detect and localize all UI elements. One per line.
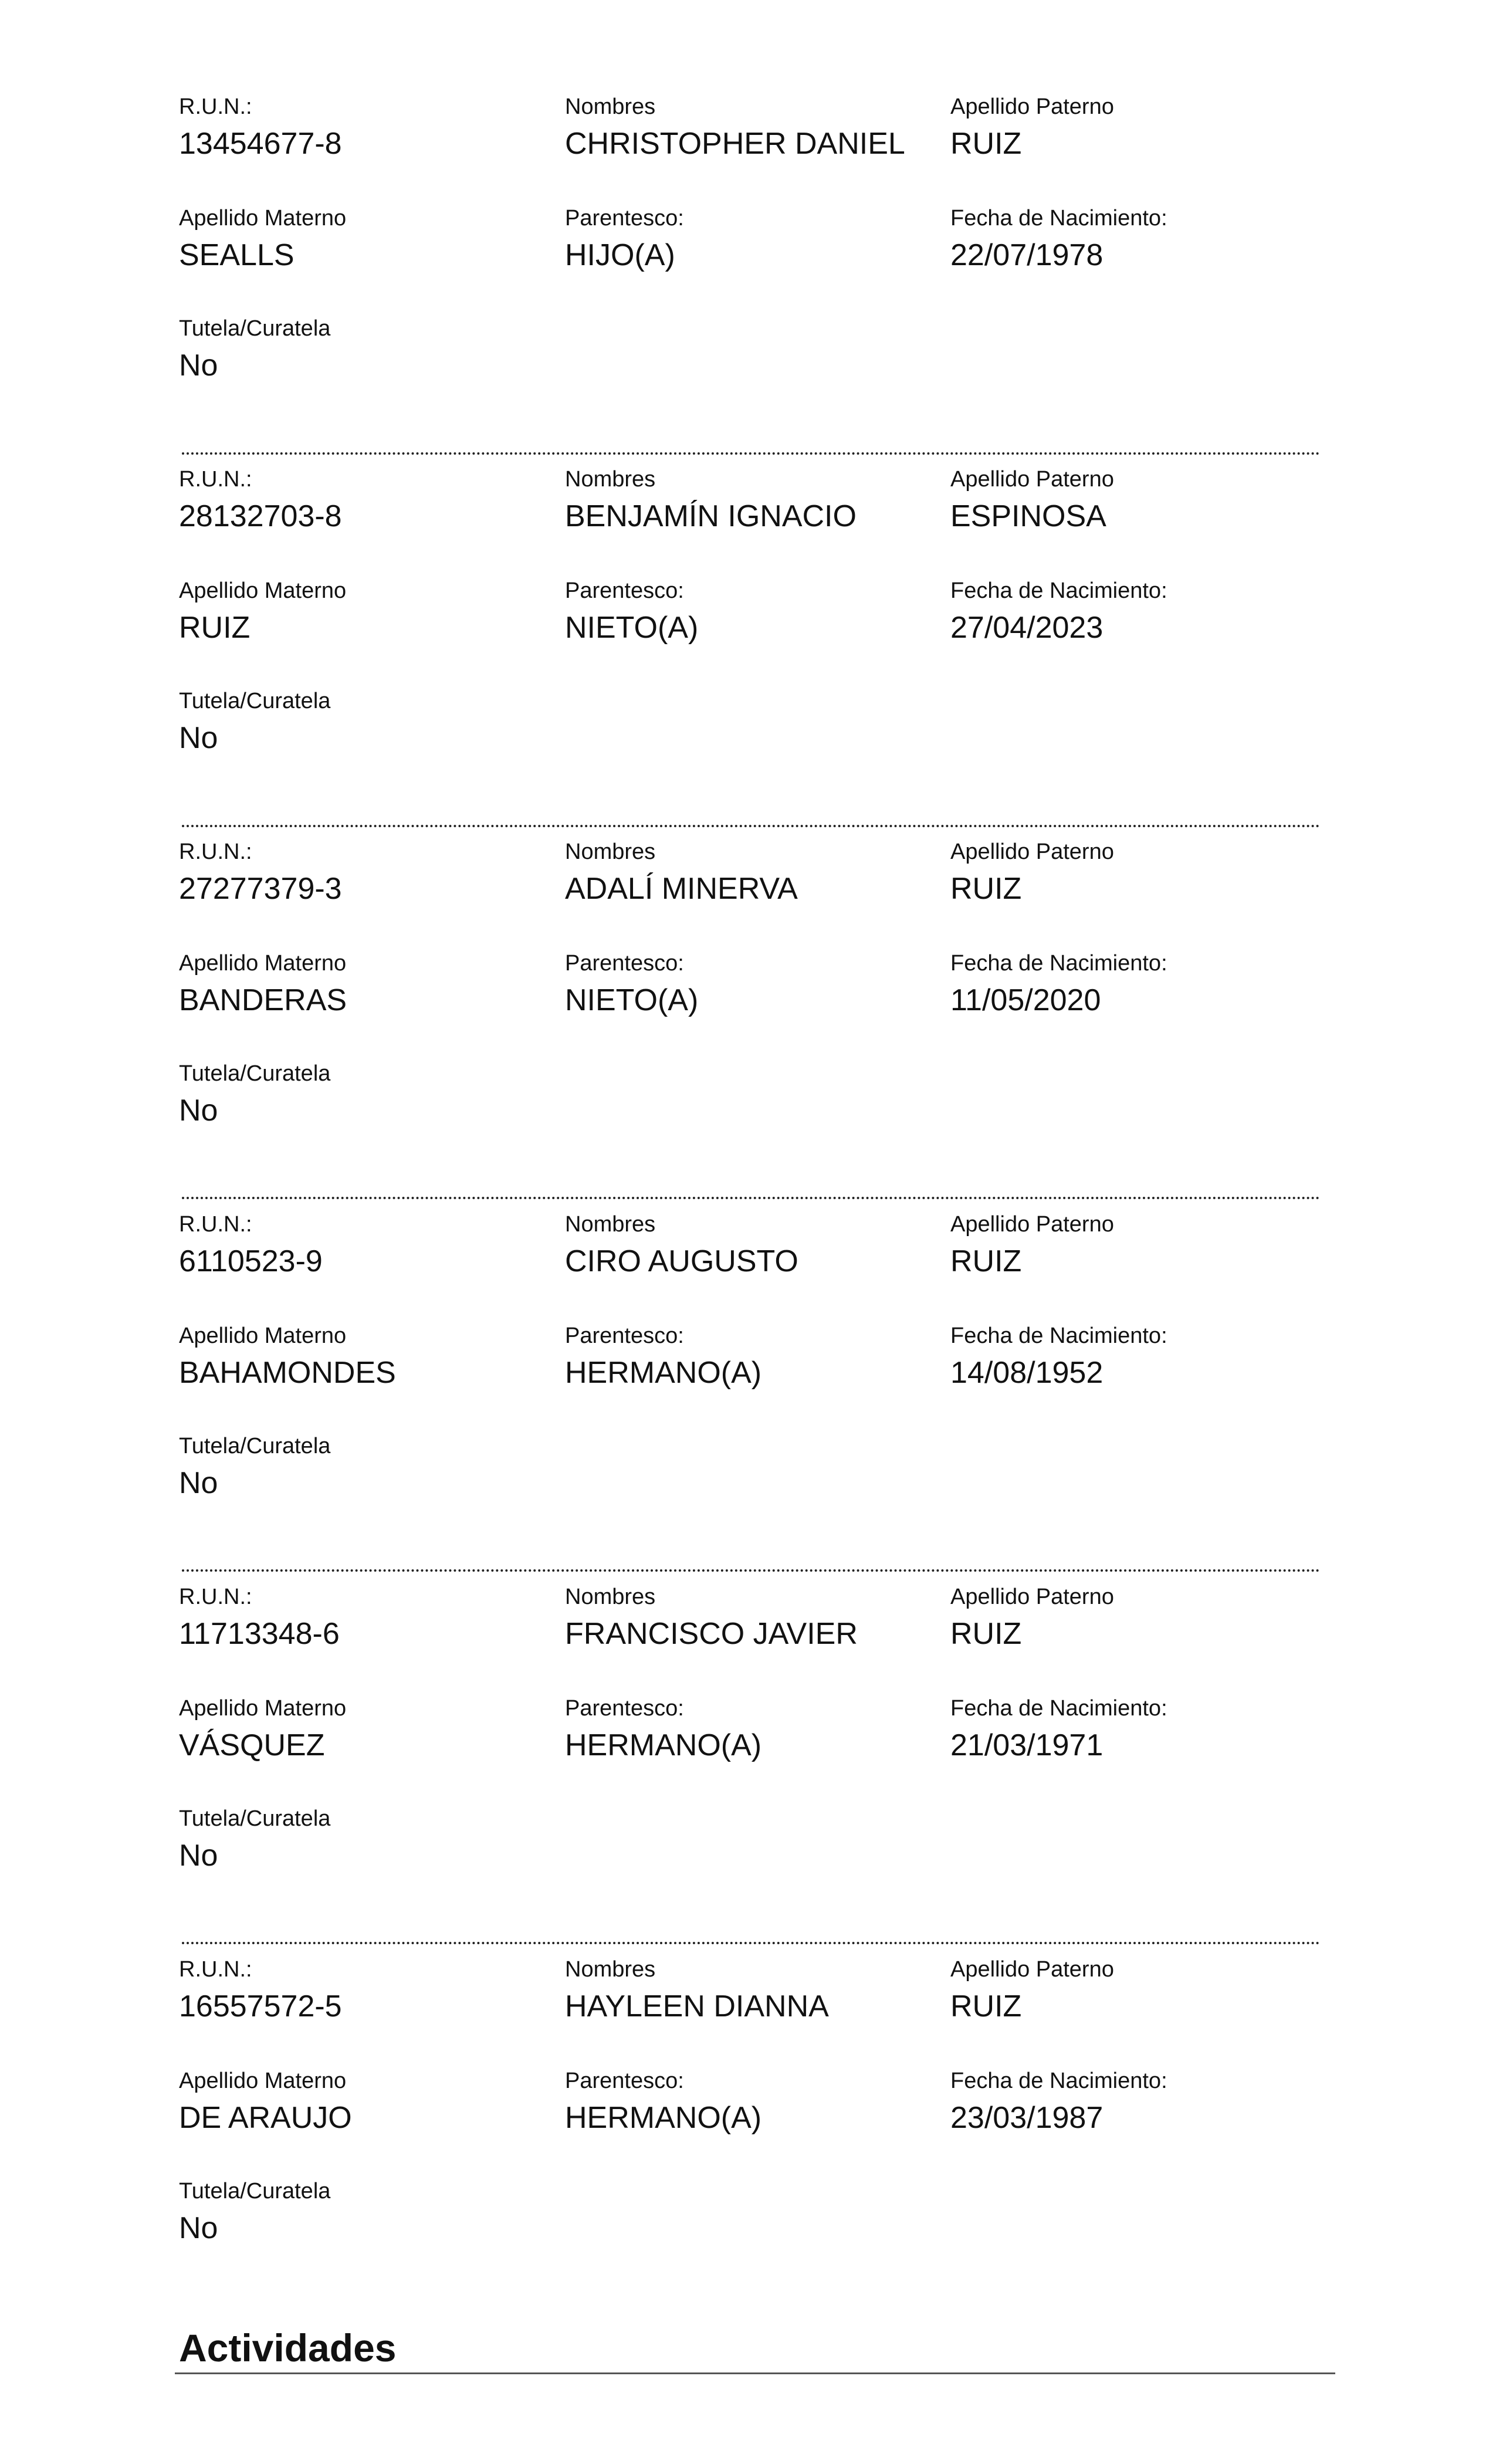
fecha-nacimiento-field — [950, 2068, 1326, 2136]
nombres-field — [565, 1957, 940, 2025]
tutela-value: No — [179, 1839, 218, 1873]
run-value: 27277379-3 — [179, 872, 342, 906]
tutela-field — [179, 1061, 554, 1129]
apellido-paterno-label: Apellido Paterno — [950, 1957, 1114, 1982]
nombres-field — [565, 94, 940, 162]
apellido-paterno-label: Apellido Paterno — [950, 840, 1114, 864]
run-field — [179, 466, 554, 534]
nombres-label: Nombres — [565, 467, 656, 492]
fecha-nacimiento-value: 14/08/1952 — [950, 1356, 1104, 1390]
parentesco-value: HERMANO(A) — [565, 1728, 762, 1762]
dotted-separator — [182, 1197, 1320, 1199]
apellido-materno-value: SEALLS — [179, 238, 295, 272]
run-value: 16557572-5 — [179, 1989, 342, 2023]
apellido-paterno-value: ESPINOSA — [950, 499, 1106, 533]
apellido-materno-field — [179, 1323, 554, 1391]
run-value: 13454677-8 — [179, 127, 342, 161]
parentesco-value: HIJO(A) — [565, 238, 675, 272]
fecha-nacimiento-label: Fecha de Nacimiento: — [950, 951, 1167, 976]
run-field — [179, 1957, 554, 2025]
apellido-paterno-value: RUIZ — [950, 872, 1022, 906]
tutela-value: No — [179, 1466, 218, 1500]
apellido-paterno-value: RUIZ — [950, 1244, 1022, 1278]
tutela-field — [179, 2178, 554, 2246]
tutela-field — [179, 316, 554, 384]
nombres-field — [565, 466, 940, 534]
apellido-paterno-field — [950, 1584, 1326, 1652]
run-field — [179, 94, 554, 162]
apellido-materno-label: Apellido Materno — [179, 1324, 347, 1348]
fecha-nacimiento-field — [950, 950, 1326, 1018]
run-label: R.U.N.: — [179, 1212, 252, 1237]
nombres-label: Nombres — [565, 1957, 656, 1982]
nombres-value: CHRISTOPHER DANIEL — [565, 127, 905, 161]
parentesco-label: Parentesco: — [565, 1324, 684, 1348]
dotted-separator — [182, 825, 1320, 827]
parentesco-label: Parentesco: — [565, 578, 684, 603]
fecha-nacimiento-value: 27/04/2023 — [950, 611, 1104, 645]
parentesco-label: Parentesco: — [565, 951, 684, 976]
apellido-paterno-value: RUIZ — [950, 1989, 1022, 2023]
apellido-paterno-label: Apellido Paterno — [950, 1585, 1114, 1609]
apellido-paterno-field — [950, 1957, 1326, 2025]
run-value: 6110523-9 — [179, 1244, 323, 1278]
apellido-materno-field — [179, 205, 554, 273]
tutela-value: No — [179, 1094, 218, 1128]
parentesco-field — [565, 578, 940, 646]
run-field — [179, 839, 554, 907]
fecha-nacimiento-value: 23/03/1987 — [950, 2101, 1104, 2135]
tutela-label: Tutela/Curatela — [179, 1434, 331, 1458]
apellido-paterno-label: Apellido Paterno — [950, 94, 1114, 119]
family-record — [179, 1584, 1329, 1913]
apellido-materno-label: Apellido Materno — [179, 2069, 347, 2093]
fecha-nacimiento-label: Fecha de Nacimiento: — [950, 206, 1167, 231]
apellido-materno-label: Apellido Materno — [179, 951, 347, 976]
fecha-nacimiento-label: Fecha de Nacimiento: — [950, 1324, 1167, 1348]
parentesco-field — [565, 1695, 940, 1764]
run-field — [179, 1211, 554, 1280]
apellido-materno-field — [179, 1695, 554, 1764]
apellido-materno-field — [179, 950, 554, 1018]
family-record — [179, 1957, 1329, 2285]
fecha-nacimiento-label: Fecha de Nacimiento: — [950, 1696, 1167, 1721]
tutela-field — [179, 1806, 554, 1874]
parentesco-value: NIETO(A) — [565, 983, 699, 1017]
run-value: 28132703-8 — [179, 499, 342, 533]
tutela-value: No — [179, 721, 218, 755]
apellido-materno-field — [179, 2068, 554, 2136]
fecha-nacimiento-value: 21/03/1971 — [950, 1728, 1104, 1762]
run-label: R.U.N.: — [179, 1585, 252, 1609]
apellido-paterno-field — [950, 839, 1326, 907]
tutela-value: No — [179, 348, 218, 383]
parentesco-field — [565, 205, 940, 273]
section-title-actividades: Actividades — [179, 2326, 397, 2370]
dotted-separator — [182, 452, 1320, 455]
apellido-paterno-field — [950, 94, 1326, 162]
fecha-nacimiento-field — [950, 1695, 1326, 1764]
tutela-label: Tutela/Curatela — [179, 2179, 331, 2204]
parentesco-value: NIETO(A) — [565, 611, 699, 645]
tutela-field — [179, 688, 554, 756]
apellido-materno-field — [179, 578, 554, 646]
run-field — [179, 1584, 554, 1652]
fecha-nacimiento-label: Fecha de Nacimiento: — [950, 2069, 1167, 2093]
apellido-paterno-value: RUIZ — [950, 127, 1022, 161]
nombres-field — [565, 839, 940, 907]
apellido-materno-value: BAHAMONDES — [179, 1356, 396, 1390]
apellido-paterno-label: Apellido Paterno — [950, 467, 1114, 492]
nombres-label: Nombres — [565, 1585, 656, 1609]
dotted-separator — [182, 1942, 1320, 1944]
parentesco-field — [565, 1323, 940, 1391]
apellido-paterno-field — [950, 466, 1326, 534]
tutela-value: No — [179, 2211, 218, 2245]
family-record — [179, 94, 1329, 422]
parentesco-label: Parentesco: — [565, 2069, 684, 2093]
apellido-materno-value: VÁSQUEZ — [179, 1728, 325, 1762]
fecha-nacimiento-value: 22/07/1978 — [950, 238, 1104, 272]
nombres-field — [565, 1211, 940, 1280]
apellido-materno-label: Apellido Materno — [179, 206, 347, 231]
nombres-label: Nombres — [565, 94, 656, 119]
nombres-label: Nombres — [565, 840, 656, 864]
nombres-label: Nombres — [565, 1212, 656, 1237]
nombres-field — [565, 1584, 940, 1652]
run-label: R.U.N.: — [179, 1957, 252, 1982]
parentesco-value: HERMANO(A) — [565, 1356, 762, 1390]
run-value: 11713348-6 — [179, 1617, 340, 1651]
family-record — [179, 839, 1329, 1167]
apellido-materno-label: Apellido Materno — [179, 578, 347, 603]
fecha-nacimiento-field — [950, 578, 1326, 646]
run-label: R.U.N.: — [179, 840, 252, 864]
parentesco-label: Parentesco: — [565, 1696, 684, 1721]
apellido-paterno-field — [950, 1211, 1326, 1280]
fecha-nacimiento-label: Fecha de Nacimiento: — [950, 578, 1167, 603]
run-label: R.U.N.: — [179, 467, 252, 492]
nombres-value: ADALÍ MINERVA — [565, 872, 798, 906]
fecha-nacimiento-value: 11/05/2020 — [950, 983, 1101, 1017]
apellido-materno-value: BANDERAS — [179, 983, 347, 1017]
tutela-field — [179, 1433, 554, 1501]
family-record — [179, 1211, 1329, 1540]
nombres-value: CIRO AUGUSTO — [565, 1244, 798, 1278]
apellido-materno-value: DE ARAUJO — [179, 2101, 352, 2135]
parentesco-field — [565, 950, 940, 1018]
family-record — [179, 466, 1329, 795]
dotted-separator — [182, 1569, 1320, 1572]
parentesco-field — [565, 2068, 940, 2136]
nombres-value: BENJAMÍN IGNACIO — [565, 499, 857, 533]
tutela-label: Tutela/Curatela — [179, 316, 331, 341]
nombres-value: HAYLEEN DIANNA — [565, 1989, 829, 2023]
nombres-value: FRANCISCO JAVIER — [565, 1617, 858, 1651]
tutela-label: Tutela/Curatela — [179, 1806, 331, 1831]
apellido-paterno-value: RUIZ — [950, 1617, 1022, 1651]
parentesco-label: Parentesco: — [565, 206, 684, 231]
apellido-materno-value: RUIZ — [179, 611, 251, 645]
tutela-label: Tutela/Curatela — [179, 689, 331, 713]
apellido-materno-label: Apellido Materno — [179, 1696, 347, 1721]
run-label: R.U.N.: — [179, 94, 252, 119]
apellido-paterno-label: Apellido Paterno — [950, 1212, 1114, 1237]
parentesco-value: HERMANO(A) — [565, 2101, 762, 2135]
section-underline — [175, 2372, 1335, 2374]
tutela-label: Tutela/Curatela — [179, 1061, 331, 1086]
fecha-nacimiento-field — [950, 1323, 1326, 1391]
fecha-nacimiento-field — [950, 205, 1326, 273]
